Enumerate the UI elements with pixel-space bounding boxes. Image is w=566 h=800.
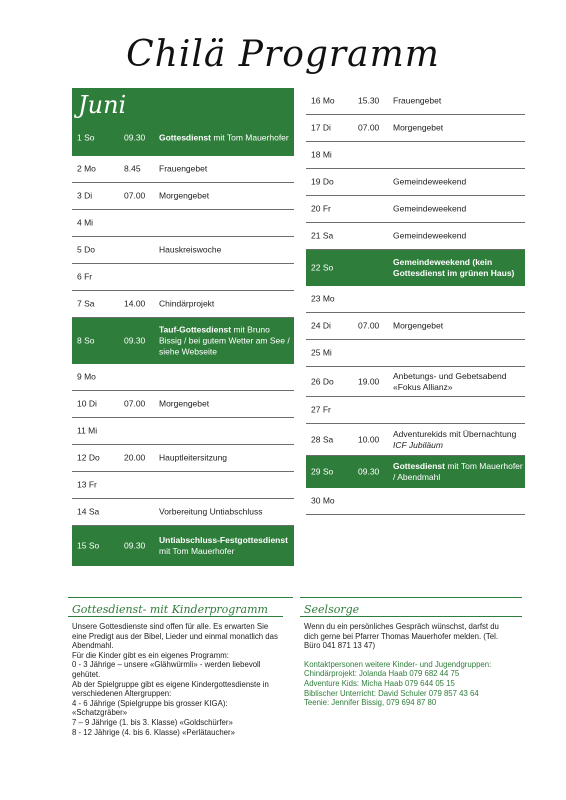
schedule-list-left <box>72 120 294 566</box>
row-date: 21 Sa <box>311 230 334 241</box>
text-line: gehütet. <box>72 669 101 679</box>
event-text: Gemeindeweekend <box>393 203 467 214</box>
row-date: 29 So <box>311 466 334 476</box>
event-text: mit Bruno Bissig / bei gutem Wetter am See / siehe Webseite <box>159 324 290 356</box>
month-header: Juni <box>72 88 294 120</box>
row-event <box>393 204 525 215</box>
row-date: 23 Mo <box>311 293 335 304</box>
row-date: 8 So <box>77 335 95 345</box>
page-title: Chilä Programm <box>126 34 440 75</box>
schedule-row <box>306 367 525 397</box>
row-event <box>159 453 291 464</box>
event-text: Hauptleitersitzung <box>159 452 228 463</box>
row-date: 11 Mi <box>77 425 98 436</box>
event-text: Gemeindeweekend <box>393 230 467 241</box>
row-time: 8.45 <box>124 163 141 174</box>
schedule-row <box>72 472 294 499</box>
schedule-row <box>306 223 525 250</box>
row-date: 14 Sa <box>77 506 100 517</box>
row-date: 2 Mo <box>77 163 96 174</box>
text-line: 8 - 12 Jährige (4. bis 6. Klasse) «Perlätaucher» <box>72 727 235 737</box>
row-date: 7 Sa <box>77 298 95 309</box>
schedule-row <box>306 397 525 424</box>
row-event <box>393 96 525 107</box>
text-line: Für die Kinder gibt es ein eigenes Programm: <box>72 650 229 660</box>
event-title-bold: Untiabschluss-Festgottesdienst <box>159 534 288 545</box>
row-date: 12 Do <box>77 452 100 463</box>
row-date: 17 Di <box>311 122 331 133</box>
row-date: 16 Mo <box>311 95 335 106</box>
schedule-row <box>306 250 525 286</box>
row-date: 15 So <box>77 540 100 550</box>
schedule-row <box>72 156 294 183</box>
event-text: Frauengebet <box>393 95 442 106</box>
schedule-left-column <box>72 88 294 566</box>
event-text: Adventurekids mit Übernachtung <box>393 428 517 439</box>
row-time: 09.30 <box>358 466 380 476</box>
row-time: 20.00 <box>124 452 146 463</box>
row-event <box>159 535 291 557</box>
row-event <box>159 132 291 143</box>
text-line: Adventure Kids: Micha Haab 079 644 05 15 <box>304 678 455 688</box>
row-event <box>159 245 291 256</box>
heading-underline-left <box>68 616 283 617</box>
text-line: 7 – 9 Jährige (1. bis 3. Klasse) «Goldschürfer» <box>72 717 233 727</box>
schedule-right-column <box>306 88 525 515</box>
event-text: Gemeindeweekend <box>393 176 467 187</box>
text-line: Ab der Spielgruppe gibt es eigene Kindergottesdienste in <box>72 679 269 689</box>
row-time: 19.00 <box>358 376 380 386</box>
row-date: 4 Mi <box>77 217 94 228</box>
event-text: mit Tom Mauerhofer <box>159 545 235 556</box>
row-event <box>393 321 525 332</box>
event-text: Morgengebet <box>393 320 444 331</box>
row-event <box>393 257 525 279</box>
event-text: Frauengebet <box>159 163 208 174</box>
row-event <box>159 399 291 410</box>
row-time: 14.00 <box>124 298 146 309</box>
schedule-row <box>306 196 525 223</box>
event-text: Morgengebet <box>159 190 210 201</box>
schedule-row <box>72 318 294 364</box>
text-line: «Schatzgräber» <box>72 708 128 718</box>
schedule-row <box>72 210 294 237</box>
row-date: 19 Do <box>311 176 334 187</box>
schedule-row <box>72 364 294 391</box>
row-date: 10 Di <box>77 398 97 409</box>
row-event <box>393 461 525 483</box>
row-date: 27 Fr <box>311 404 331 415</box>
section-divider-left <box>68 597 293 598</box>
schedule-row <box>306 142 525 169</box>
schedule-row <box>72 183 294 210</box>
text-line: 0 - 3 Jährige – unsere «Glähwürmli» - werden liebevoll <box>72 660 261 670</box>
section-heading-seelsorge: Seelsorge <box>304 603 360 616</box>
row-date: 22 So <box>311 262 334 272</box>
schedule-row <box>72 291 294 318</box>
row-time: 15.30 <box>358 95 380 106</box>
row-event <box>159 324 291 357</box>
event-text: Hauskreiswoche <box>159 244 222 255</box>
text-line: 4 - 6 Jährige (Spielgruppe bis grosser KIGA): <box>72 698 228 708</box>
row-event <box>393 231 525 242</box>
heading-underline-right <box>300 616 522 617</box>
schedule-row <box>306 313 525 340</box>
event-text: Vorbereitung Untiabschluss <box>159 506 263 517</box>
schedule-row <box>306 286 525 313</box>
row-event <box>159 299 291 310</box>
event-text: Morgengebet <box>159 398 210 409</box>
row-date: 3 Di <box>77 190 93 201</box>
schedule-row <box>306 488 525 515</box>
event-text: Chindärprojekt <box>159 298 215 309</box>
section-heading-gottesdienst: Gottesdienst- mit Kinderprogramm <box>72 603 268 616</box>
section-divider-right <box>300 597 522 598</box>
row-time: 07.00 <box>358 122 380 133</box>
schedule-row <box>72 120 294 156</box>
schedule-row <box>72 499 294 526</box>
event-text: Morgengebet <box>393 122 444 133</box>
schedule-row <box>306 456 525 488</box>
event-title-bold: Gemeindeweekend (kein Gottesdienst im grünen Haus) <box>393 256 515 278</box>
text-line: Chindärprojekt: Jolanda Haab 079 682 44 75 <box>304 669 460 679</box>
row-time: 07.00 <box>124 190 146 201</box>
row-date: 26 Do <box>311 376 334 386</box>
row-time: 09.30 <box>124 335 146 345</box>
schedule-row <box>306 88 525 115</box>
seelsorge-text <box>304 622 526 708</box>
schedule-row <box>72 445 294 472</box>
gottesdienst-text <box>72 622 294 737</box>
schedule-row <box>72 264 294 291</box>
event-text: Anbetungs- und Gebetsabend «Fokus Allianz» <box>393 370 507 392</box>
text-line: Wenn du ein persönliches Gespräch wünschst, darfst du <box>304 622 499 631</box>
event-title-bold: Gottesdienst <box>159 132 211 142</box>
row-time: 07.00 <box>124 398 146 409</box>
text-line: dich gerne bei Pfarrer Thomas Mauerhofer melden. (Tel. <box>304 631 499 641</box>
text-line: Unsere Gottesdienste sind offen für alle. Es erwarten Sie <box>72 622 269 631</box>
row-event <box>159 164 291 175</box>
schedule-row <box>72 237 294 264</box>
event-title-bold: Tauf-Gottesdienst <box>159 324 232 334</box>
schedule-row <box>306 340 525 367</box>
row-event <box>159 507 291 518</box>
row-time: 10.00 <box>358 434 380 444</box>
event-note: ICF Jubiläum <box>393 439 443 450</box>
schedule-row <box>72 526 294 566</box>
row-event <box>393 123 525 134</box>
row-date: 25 Mi <box>311 347 332 358</box>
event-title-bold: Gottesdienst <box>393 460 445 471</box>
event-text: mit Tom Mauerhofer <box>210 132 289 142</box>
row-date: 5 Do <box>77 244 95 255</box>
row-event <box>159 191 291 202</box>
row-date: 9 Mo <box>77 371 96 382</box>
text-line: Teenie: Jennifer Bissig, 079 694 87 80 <box>304 698 437 708</box>
schedule-row <box>72 391 294 418</box>
row-time: 09.30 <box>124 132 146 142</box>
schedule-list-right <box>306 88 525 515</box>
row-date: 6 Fr <box>77 271 93 282</box>
row-date: 24 Di <box>311 320 331 331</box>
schedule-row <box>72 418 294 445</box>
row-date: 28 Sa <box>311 434 334 444</box>
row-time: 07.00 <box>358 320 380 331</box>
schedule-row <box>306 115 525 142</box>
contacts-heading: Kontaktpersonen weitere Kinder- und Jugendgruppen: <box>304 659 492 669</box>
row-event <box>393 371 525 393</box>
schedule-row <box>306 424 525 456</box>
row-event <box>393 177 525 188</box>
text-line: Abendmahl. <box>72 641 114 651</box>
row-time: 09.30 <box>124 540 146 550</box>
text-line: verschiedenen Altergruppen: <box>72 689 172 699</box>
row-date: 20 Fr <box>311 203 331 214</box>
text-line: Biblischer Unterricht: David Schuler 079 857 43 64 <box>304 688 479 698</box>
seelsorge-paragraph <box>304 622 526 651</box>
row-date: 30 Mo <box>311 495 335 506</box>
text-line: Büro 041 871 13 47) <box>304 641 376 651</box>
schedule-row <box>306 169 525 196</box>
event-text: mit Tom Mauerhofer / Abendmahl <box>393 460 523 482</box>
row-date: 18 Mi <box>311 149 332 160</box>
row-event <box>393 429 525 451</box>
row-date: 13 Fr <box>77 479 97 490</box>
row-date: 1 So <box>77 132 95 142</box>
contacts-list <box>304 669 526 707</box>
text-line: eine Predigt aus der Bibel, Lieder und einmal monatlich das <box>72 631 278 641</box>
